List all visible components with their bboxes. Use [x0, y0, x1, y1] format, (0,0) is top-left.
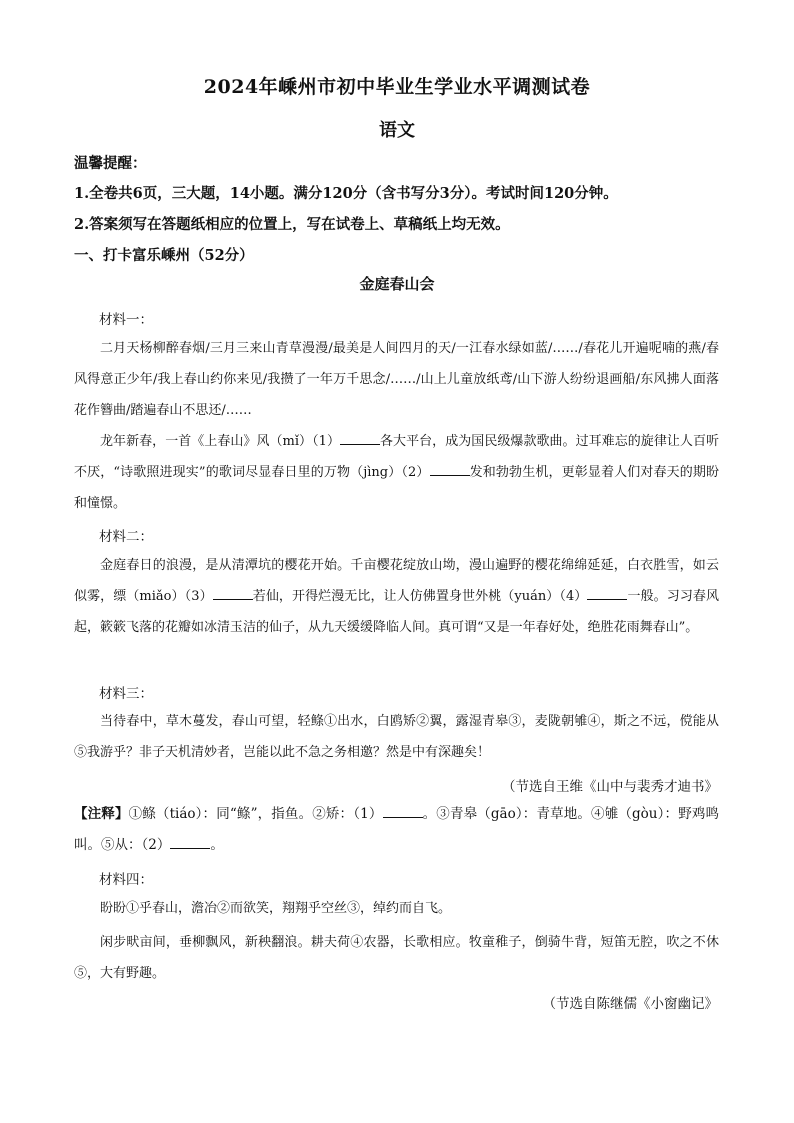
material2-text-b: 若仙，开得烂漫无比，让人仿佛置身世外桃（yuán）（4）	[252, 589, 588, 604]
notes-text-c: 。	[210, 837, 224, 853]
tips-heading: 温馨提醒：	[74, 155, 147, 172]
material1-text-b: 各大平台，成为国民级爆款歌曲。过耳难忘的旋律让人百听不厌，“诗歌照进现实”的歌词尽显春日里的万物（jìng）（2）	[74, 434, 719, 480]
material3-label: 材料三：	[99, 686, 153, 702]
answer-blank-3[interactable]	[213, 587, 253, 600]
material1-paragraph	[74, 426, 719, 519]
subject-title: 语文	[379, 120, 415, 141]
answer-blank-4[interactable]	[587, 587, 627, 600]
answer-blank-note-2[interactable]	[170, 836, 210, 849]
material4-paragraph-1: 盼盼①乎春山，澹冶②而欲笑，翔翔乎空丝③，绰约而自飞。	[100, 901, 452, 916]
material1-text-c: 发和勃勃生机，更彰显着人们对春天的期盼和憧憬。	[74, 465, 719, 511]
material2-text-c: 一般。习习春风起，簌簌飞落的花瓣如冰清玉洁的仙子，从九天缓缓降临人间。真可谓“又是一年春好处，绝胜花雨舞春山”。	[74, 589, 719, 635]
section-heading: 一、打卡富乐嵊州（52分）	[74, 247, 254, 264]
tips-item-1: 1.全卷共6页，三大题，14小题。满分120分（含书写分3分）。考试时间120分钟。	[74, 185, 618, 202]
material1-lyrics: 二月天杨柳醉春烟/三月三来山青草漫漫/最美是人间四月的天/一江春水绿如蓝/……/春花儿开遍呢喃的燕/春风得意正少年/我上春山约你来见/我攒了一年万千思念/……/山上儿童放纸鸢/山下游人纷纷退画船/东风拂人面落花作簪曲/踏遍春山不思还/……	[74, 341, 719, 418]
material3-text: 当待春中，草木蔓发，春山可望，轻鲦①出水，白鸥矫②翼，露湿青皋③，麦陇朝雊④，斯之不远，傥能从⑤我游乎？非子天机清妙者，岂能以此不急之务相邀？然是中有深趣矣！	[74, 714, 719, 760]
material4-label: 材料四：	[99, 872, 153, 888]
tips-item-2: 2.答案须写在答题纸相应的位置上，写在试卷上、草稿纸上均无效。	[74, 216, 510, 233]
material4-source: （节选自陈继儒《小窗幽记》	[542, 996, 718, 1012]
material4-paragraph-2: 闲步畎亩间，垂柳飘风，新秧翻浪。耕夫荷④农器，长歌相应。牧童稚子，倒骑牛背，短笛无腔，吹之不休⑤，大有野趣。	[74, 935, 719, 981]
material1-label: 材料一：	[99, 312, 153, 328]
notes-text-a: ①鲦（tiáo）：同“鲦”，指鱼。②矫：（1）	[128, 806, 383, 822]
answer-blank-2[interactable]	[430, 463, 470, 476]
material2-label: 材料二：	[99, 529, 153, 545]
material1-text-a: 龙年新春，一首《上春山》风（mǐ）（1）	[100, 434, 340, 449]
material3-notes	[74, 799, 719, 861]
notes-text-b: 。③青皋（gāo）：青草地。④雊（gòu）：野鸡鸣叫。⑤从：（2）	[74, 806, 719, 853]
notes-heading: 【注释】	[74, 806, 129, 822]
material2-text-a: 金庭春日的浪漫，是从清潭坑的樱花开始。千亩樱花绽放山坳，漫山遍野的樱花绵绵延延，白衣胜雪，如云似雾，缥（miǎo）（3）	[74, 558, 719, 604]
material2-paragraph	[74, 550, 719, 643]
material3-source: （节选自王维《山中与裴秀才迪书》	[502, 779, 718, 795]
answer-blank-1[interactable]	[340, 432, 380, 445]
topic-title: 金庭春山会	[359, 275, 435, 293]
answer-blank-note-1[interactable]	[383, 805, 423, 818]
page-title: 2024年嵊州市初中毕业生学业水平调测试卷	[203, 76, 591, 98]
